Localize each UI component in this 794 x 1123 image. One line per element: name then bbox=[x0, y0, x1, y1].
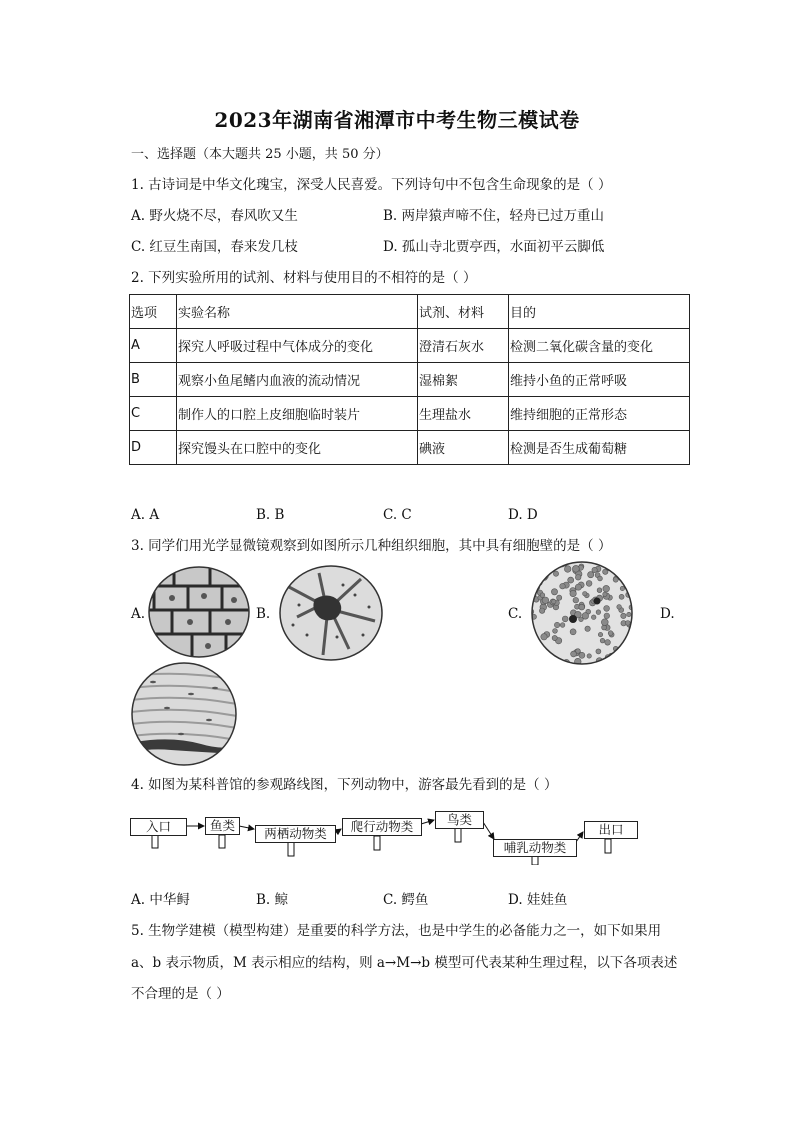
table-row bbox=[130, 431, 690, 465]
table-row bbox=[130, 329, 690, 363]
red-blood-cell bbox=[557, 561, 562, 564]
red-blood-cell bbox=[620, 586, 624, 590]
q2-option-d: D. D bbox=[508, 507, 538, 523]
table-cell: 制作人的口腔上皮细胞临时装片 bbox=[177, 397, 418, 431]
q4-option-b: B. 鲸 bbox=[256, 892, 289, 908]
table-header-row bbox=[130, 295, 690, 329]
red-blood-cell bbox=[617, 605, 622, 610]
table-cell: 湿棉絮 bbox=[418, 363, 509, 397]
red-blood-cell bbox=[571, 651, 577, 657]
red-blood-cell bbox=[537, 575, 543, 581]
red-blood-cell bbox=[570, 629, 576, 635]
q3-label-d: D. bbox=[660, 606, 675, 622]
flow-box-amphibians: 两栖动物类 bbox=[255, 825, 336, 843]
table-row bbox=[130, 363, 690, 397]
red-blood-cell bbox=[598, 576, 603, 581]
q4-option-c: C. 鳄鱼 bbox=[383, 892, 429, 908]
question-1-stem: 1. 古诗词是中华文化瑰宝，深受人民喜爱。下列诗句中不包含生命现象的是（ ） bbox=[131, 177, 612, 193]
red-blood-cell bbox=[554, 622, 559, 627]
flow-box-exit: 出口 bbox=[584, 821, 638, 839]
red-blood-cell bbox=[542, 597, 549, 604]
question-5-line-2: a、b 表示物质，M 表示相应的结构，则 a→M→b 模型可代表某种生理过程，以下各项表述 bbox=[131, 955, 678, 971]
red-blood-cell bbox=[570, 590, 576, 596]
table-cell: 探究馒头在口腔中的变化 bbox=[177, 431, 418, 465]
red-blood-cell bbox=[553, 629, 558, 634]
q3-label-a: A. bbox=[131, 606, 146, 622]
red-blood-cell bbox=[544, 654, 550, 660]
flow-box-mammals: 哺乳动物类 bbox=[493, 839, 577, 857]
blood-smear-micrograph bbox=[531, 561, 633, 665]
nerve-cell-micrograph bbox=[279, 565, 383, 661]
red-blood-cell bbox=[601, 619, 608, 626]
red-blood-cell bbox=[597, 588, 602, 593]
red-blood-cell bbox=[531, 640, 535, 645]
red-blood-cell bbox=[627, 654, 633, 660]
red-blood-cell bbox=[583, 592, 587, 596]
table-header: 选项 bbox=[130, 295, 177, 329]
table-cell: D bbox=[130, 431, 177, 465]
page-title: 2023年湖南省湘潭市中考生物三模试卷 bbox=[214, 108, 580, 132]
red-blood-cell bbox=[533, 655, 540, 662]
table-cell: 观察小鱼尾鳍内血液的流动情况 bbox=[177, 363, 418, 397]
muscle-tissue-micrograph bbox=[131, 662, 237, 766]
table-header: 实验名称 bbox=[177, 295, 418, 329]
red-blood-cell bbox=[573, 565, 580, 572]
table-cell: 检测二氧化碳含量的变化 bbox=[509, 329, 690, 363]
table-cell: A bbox=[130, 329, 177, 363]
table-header: 目的 bbox=[509, 295, 690, 329]
red-blood-cell bbox=[552, 635, 557, 640]
q2-option-c: C. C bbox=[383, 507, 412, 523]
red-blood-cell bbox=[537, 655, 542, 660]
red-blood-cell bbox=[560, 583, 566, 589]
red-blood-cell bbox=[585, 626, 590, 631]
question-2-stem: 2. 下列实验所用的试剂、材料与使用目的不相符的是（ ） bbox=[131, 270, 477, 286]
red-blood-cell bbox=[560, 623, 565, 628]
flow-box-fish: 鱼类 bbox=[205, 817, 240, 835]
red-blood-cell bbox=[540, 593, 545, 598]
red-blood-cell bbox=[605, 640, 611, 646]
q4-option-d: D. 娃娃鱼 bbox=[508, 892, 568, 908]
red-blood-cell bbox=[551, 589, 557, 595]
red-blood-cell bbox=[588, 572, 594, 578]
red-blood-cell bbox=[620, 569, 625, 574]
red-blood-cell bbox=[531, 637, 535, 642]
red-blood-cell bbox=[608, 631, 613, 636]
red-blood-cell bbox=[591, 615, 596, 620]
table-cell: 生理盐水 bbox=[418, 397, 509, 431]
red-blood-cell bbox=[619, 594, 624, 599]
question-5-line-1: 5. 生物学建模（模型构建）是重要的科学方法，也是中学生的必备能力之一，如下如果用 bbox=[131, 923, 662, 939]
red-blood-cell bbox=[603, 585, 610, 592]
flow-box-entrance: 入口 bbox=[130, 818, 187, 836]
red-blood-cell bbox=[582, 613, 589, 620]
question-5-line-3: 不合理的是（ ） bbox=[131, 986, 230, 1002]
q3-label-b: B. bbox=[256, 606, 271, 622]
q1-option-d: D. 孤山寺北贾亭西，水面初平云脚低 bbox=[383, 239, 605, 255]
red-blood-cell bbox=[545, 561, 551, 565]
red-blood-cell bbox=[604, 606, 610, 612]
table-cell: 澄清石灰水 bbox=[418, 329, 509, 363]
red-blood-cell bbox=[625, 642, 630, 647]
red-blood-cell bbox=[627, 612, 631, 616]
red-blood-cell bbox=[596, 649, 601, 654]
red-blood-cell bbox=[537, 561, 543, 566]
q2-option-a: A. A bbox=[131, 507, 160, 523]
red-blood-cell bbox=[536, 650, 542, 656]
red-blood-cell bbox=[573, 597, 579, 603]
q2-table bbox=[129, 294, 690, 465]
red-blood-cell bbox=[564, 566, 571, 573]
red-blood-cell bbox=[553, 571, 558, 576]
red-blood-cell bbox=[575, 575, 581, 581]
table-cell: 碘液 bbox=[418, 431, 509, 465]
section-heading: 一、选择题（本大题共 25 小题，共 50 分） bbox=[131, 147, 389, 162]
red-blood-cell bbox=[557, 595, 562, 600]
red-blood-cell bbox=[621, 613, 626, 618]
red-blood-cell bbox=[625, 621, 630, 626]
onion-epidermis-micrograph bbox=[148, 566, 250, 658]
red-blood-cell bbox=[568, 577, 574, 583]
q4-option-a: A. 中华鲟 bbox=[131, 892, 190, 908]
q2-option-b: B. B bbox=[256, 507, 285, 523]
table-row bbox=[130, 397, 690, 431]
red-blood-cell bbox=[592, 567, 597, 572]
red-blood-cell bbox=[587, 654, 591, 658]
q1-option-b: B. 两岸猿声啼不住，轻舟已过万重山 bbox=[383, 208, 605, 224]
question-3-stem: 3. 同学们用光学显微镜观察到如图所示几种组织细胞，其中具有细胞壁的是（ ） bbox=[131, 538, 612, 554]
question-4-stem: 4. 如图为某科普馆的参观路线图，下列动物中，游客最先看到的是（ ） bbox=[131, 777, 558, 793]
red-blood-cell bbox=[629, 646, 633, 652]
red-blood-cell bbox=[552, 599, 556, 603]
flow-box-birds: 鸟类 bbox=[435, 811, 484, 829]
q3-label-c: C. bbox=[508, 606, 523, 622]
table-header: 试剂、材料 bbox=[418, 295, 509, 329]
red-blood-cell bbox=[539, 608, 544, 613]
red-blood-cell bbox=[603, 592, 607, 596]
table-cell: 检测是否生成葡萄糖 bbox=[509, 431, 690, 465]
red-blood-cell bbox=[537, 566, 542, 571]
q1-option-c: C. 红豆生南国，春来发几枝 bbox=[131, 239, 298, 255]
table-cell: C bbox=[130, 397, 177, 431]
red-blood-cell bbox=[541, 634, 547, 640]
table-cell: 探究人呼吸过程中气体成分的变化 bbox=[177, 329, 418, 363]
red-blood-cell bbox=[596, 610, 601, 615]
red-blood-cell bbox=[600, 638, 605, 643]
red-blood-cell bbox=[579, 652, 585, 658]
red-blood-cell bbox=[586, 581, 592, 587]
red-blood-cell bbox=[579, 604, 585, 610]
red-blood-cell bbox=[575, 584, 581, 590]
table-cell: 维持小鱼的正常呼吸 bbox=[509, 363, 690, 397]
q1-option-a: A. 野火烧不尽，春风吹又生 bbox=[131, 208, 298, 224]
table-cell: 维持细胞的正常形态 bbox=[509, 397, 690, 431]
red-blood-cell bbox=[598, 632, 602, 636]
red-blood-cell bbox=[540, 652, 546, 658]
red-blood-cell bbox=[562, 616, 568, 622]
flow-box-reptiles: 爬行动物类 bbox=[342, 818, 422, 836]
table-cell: B bbox=[130, 363, 177, 397]
red-blood-cell bbox=[604, 613, 610, 619]
red-blood-cell bbox=[619, 657, 624, 662]
red-blood-cell bbox=[576, 649, 581, 654]
